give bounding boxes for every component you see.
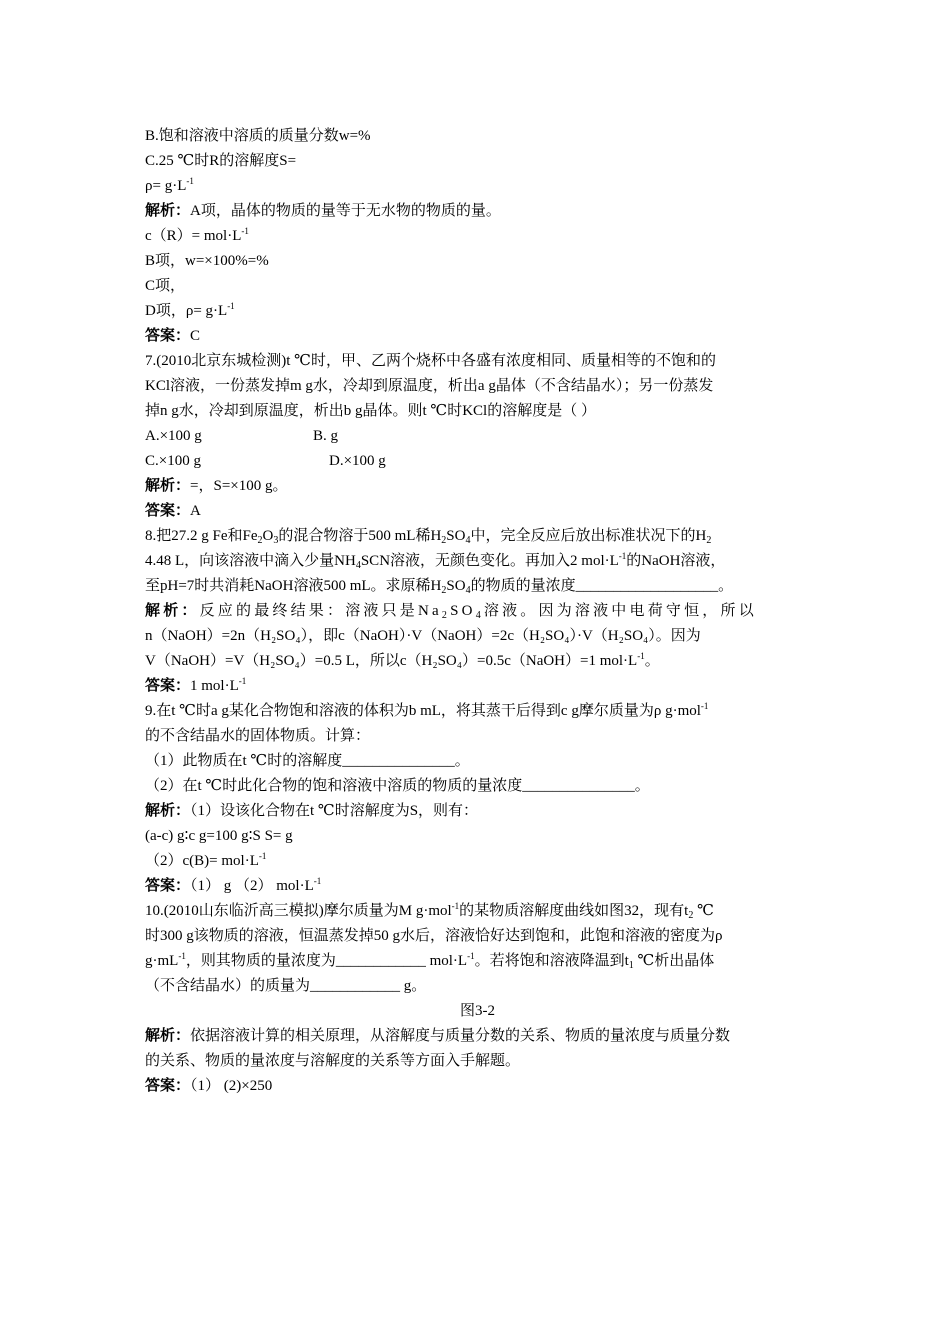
answer-line: 答案：A xyxy=(145,503,201,519)
text-line: （2）在t ℃时此化合物的饱和溶液中溶质的物质的量浓度_______________。 xyxy=(145,778,650,794)
analysis-line: 解析：反应的最终结果：溶液只是$Na_2SO_4$溶液。因为溶液中电荷守恒，所以 xyxy=(145,603,757,621)
question-10: 10.(2010山东临沂高三模拟)摩尔质量为M g·mol$^{-1}$的某物质溶解度曲线如图32，现有$t_2$ ℃ xyxy=(145,901,714,921)
text-line: $\rho= g\cdot L^{-1}$ xyxy=(145,176,194,194)
answer-line: 答案：C xyxy=(145,328,201,344)
question-9: 9.在t ℃时a g某化合物饱和溶液的体积为b mL，将其蒸干后得到c g摩尔质量为ρ g·mol$^{-1}$ xyxy=(145,701,709,719)
text-line: n（NaOH）=2n（H₂SO₄），即c（NaOH）·V（NaOH）=2c（H₂SO₄）·V（H₂SO₄）。因为 xyxy=(145,628,701,644)
text-line: B.饱和溶液中溶质的质量分数w=% xyxy=(145,128,371,144)
text-line: C项， xyxy=(145,278,186,294)
question-8: 8.把27.2 g Fe和$Fe_2O_3$的混合物溶于500 mL稀$H_2SO_4$中，完全反应后放出标准状况下的$H_2$ xyxy=(145,528,712,546)
text-line: C.25 ℃时R的溶解度S= xyxy=(145,153,297,169)
text-line: (a-c) g∶c g=100 g∶S S= g xyxy=(145,828,293,844)
text-line: 的不含结晶水的固体物质。计算： xyxy=(145,728,371,744)
text-line: 掉n g水，冷却到原温度，析出b g晶体。则t ℃时KCl的溶解度是（ ） xyxy=(145,403,596,419)
figure-caption: 图3-2 xyxy=(460,1003,495,1019)
question-7: 7.(2010北京东城检测)t ℃时，甲、乙两个烧杯中各盛有浓度相同、质量相等的不饱和的 xyxy=(145,353,716,369)
option-d: D.×100 g xyxy=(329,453,386,469)
option-a: A.×100 g xyxy=(145,428,202,444)
option-b: B. g xyxy=(313,428,339,444)
analysis-line: 解析：=，S=×100 g。 xyxy=(145,478,288,494)
text-line: 解析：A项，晶体的物质的量等于无水物的物质的量。 xyxy=(145,203,501,219)
answer-line: 答案：（1） g （2） $mol\cdot L^{-1}$ xyxy=(145,876,322,894)
text-line: 4.48 L，向该溶液中滴入少量$NH_4SCN$溶液，无颜色变化。再加入2 $mol\cdot L^{-1}$的NaOH溶液， xyxy=(145,551,726,571)
text-line: D项，$\rho= g\cdot L^{-1}$ xyxy=(145,301,235,319)
text-line: （1）此物质在t ℃时的溶解度_______________。 xyxy=(145,753,470,769)
option-row xyxy=(145,426,810,448)
option-c: C.×100 g xyxy=(145,453,201,469)
text-line: $c(R)= mol\cdot L^{-1}$ xyxy=(145,226,249,244)
text-line: V（NaOH）=V（H₂SO₄）=0.5 L，所以c（H₂SO₄）=0.5c（NaOH）=1 $mol\cdot L^{-1}$。 xyxy=(145,651,660,669)
text-line: $(2)c(B)= mol\cdot L^{-1}$ xyxy=(145,851,267,869)
text-line: B项，w=×100%=% xyxy=(145,253,269,269)
text-line: 的关系、物质的量浓度与溶解度的关系等方面入手解题。 xyxy=(145,1053,521,1069)
text-line: $g\cdot mL^{-1}$，则其物质的量浓度为____________ $mol\cdot L^{-1}$。若将饱和溶液降温到$t_1$ ℃析出晶体 xyxy=(145,951,715,971)
text-line: （不含结晶水）的质量为____________ g。 xyxy=(145,978,427,994)
answer-line: 答案：（1） (2)×250 xyxy=(145,1078,273,1094)
option-row xyxy=(145,451,810,473)
text-line: 至pH=7时共消耗NaOH溶液500 mL。求原稀$H_2SO_4$的物质的量浓度___________________。 xyxy=(145,578,734,596)
text-line: KCl溶液，一份蒸发掉m g水，冷却到原温度，析出a g晶体（不含结晶水）；另一份蒸发 xyxy=(145,378,714,394)
answer-line: 答案：1 $mol\cdot L^{-1}$ xyxy=(145,676,247,694)
text-line: 时300 g该物质的溶液，恒温蒸发掉50 g水后，溶液恰好达到饱和，此饱和溶液的密度为ρ xyxy=(145,928,723,944)
analysis-line: 解析：依据溶液计算的相关原理，从溶解度与质量分数的关系、物质的量浓度与质量分数 xyxy=(145,1028,731,1044)
analysis-line: 解析：（1）设该化合物在t ℃时溶解度为S，则有： xyxy=(145,803,479,819)
